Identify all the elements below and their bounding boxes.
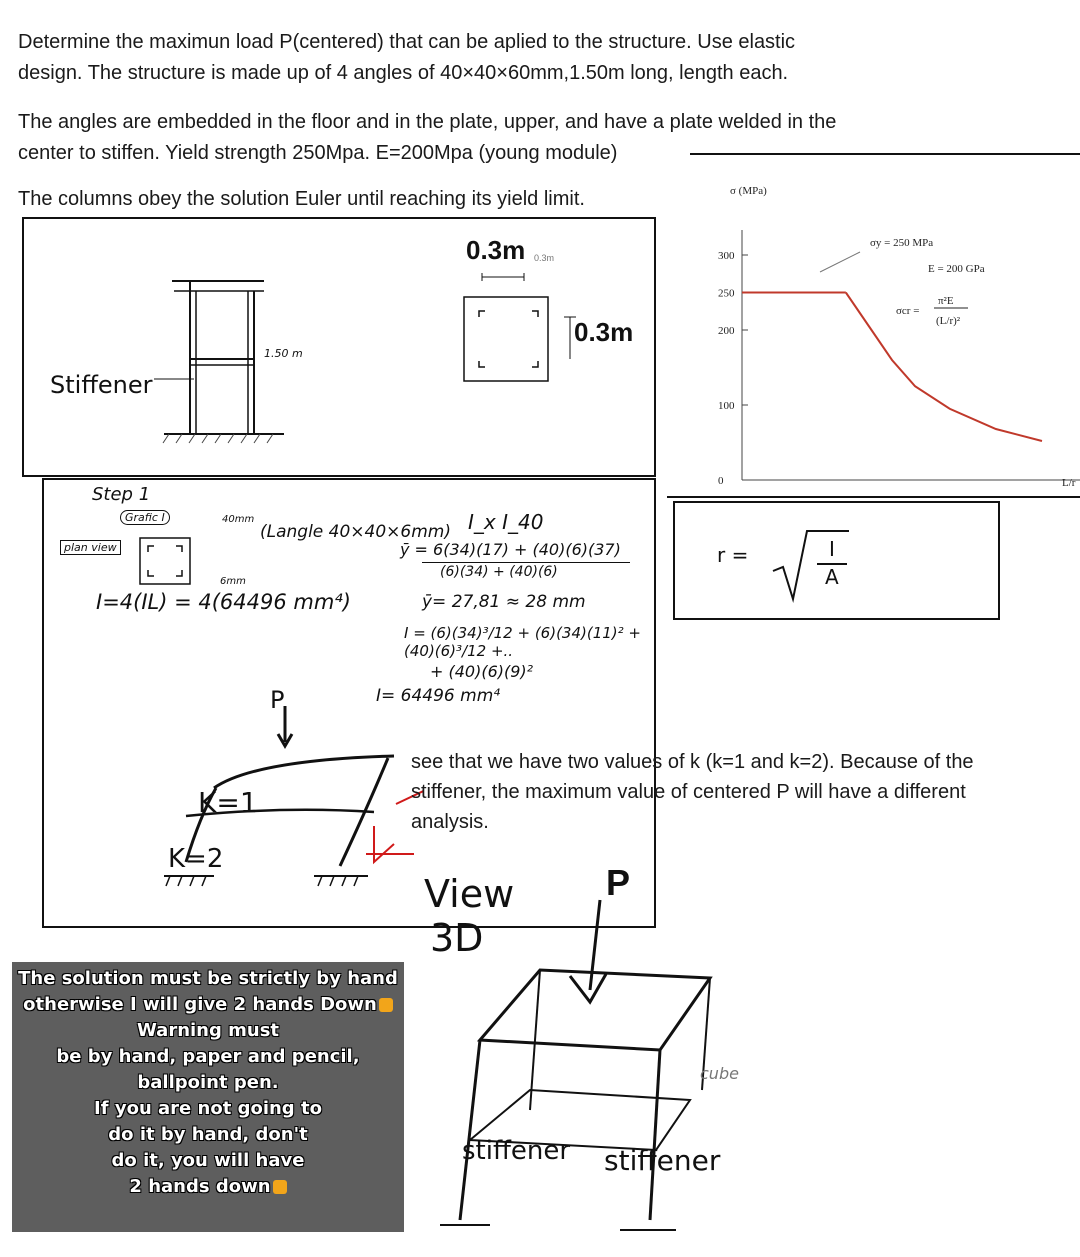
stress-chart-svg [700, 180, 1080, 500]
view-3d-leg-front-right [650, 1050, 660, 1220]
chart-y-tick-label: 100 [718, 400, 735, 412]
warning-line-6: If you are not going to [94, 1098, 322, 1119]
view-3d-p-label: P [606, 862, 631, 903]
view-3d-arrow-head [570, 974, 606, 1002]
problem-line-2: design. The structure is made up of 4 angles of 40×40×60mm,1.50m long, length each. [18, 62, 789, 84]
chart-yield-leader [820, 252, 860, 272]
plan-angles [479, 311, 538, 367]
frame-sketch [104, 676, 424, 916]
divider-line [690, 153, 1080, 155]
thumbs-down-icon-2 [273, 1180, 287, 1194]
problem-line-1: Determine the maximun load P(centered) that can be aplied to the structure. Use elastic [18, 31, 796, 53]
warning-line-2: otherwise I will give 2 hands Down [23, 994, 377, 1015]
chart-euler-denominator: (L/r)² [936, 315, 961, 327]
i-total-eq: I=4(IL) = 4(64496 mm⁴) [96, 590, 351, 614]
r-lhs: r = [717, 543, 749, 567]
k1-label: K=1 [198, 786, 258, 819]
chart-y-label: σ (MPa) [730, 185, 767, 197]
r-numerator: I [829, 537, 835, 561]
step1-plan-square [140, 538, 190, 584]
dim-40-label: 40mm [222, 514, 255, 525]
length-label: 1.50 m [264, 347, 303, 360]
radius-box [673, 501, 1000, 620]
step1-subtitle: Grafic I [120, 510, 170, 525]
frame-p-label: P [270, 686, 285, 714]
k-note [411, 747, 974, 837]
i-equation: I = (6)(34)³/12 + (6)(34)(11)² + (40)(6)³/12 +.. [404, 624, 642, 660]
chart-bottom-rule [667, 496, 1080, 498]
step1-box [42, 478, 656, 928]
view-3d-sketch [420, 890, 800, 1250]
angle-description: (Langle 40×40×6mm) [260, 522, 451, 542]
structure-drawing [24, 219, 654, 475]
chart-euler-numerator: π²E [938, 295, 954, 307]
stress-chart [700, 180, 1080, 500]
floor-hatch [163, 434, 273, 443]
view-3d-stiffener-label-2: stiffener [604, 1144, 721, 1177]
ybar-fraction-bar [422, 562, 630, 563]
plan-small-dim: 0.3m [534, 253, 555, 263]
ybar-equation: ȳ = 6(34)(17) + (40)(6)(37) [400, 540, 621, 559]
view-3d-stiffener-label-1: stiffener [462, 1136, 571, 1166]
support-hatch [166, 876, 358, 886]
chart-y-tick-label: 200 [718, 325, 735, 337]
warning-line-9: 2 hands down [129, 1176, 271, 1197]
view-3d-leg-back-left [530, 970, 540, 1110]
chart-y-tick-label: 0 [718, 475, 724, 487]
view-3d-leg-front-left [460, 1040, 480, 1220]
step1-plan-sketch [136, 534, 196, 590]
plan-width-label: 0.3m [466, 235, 526, 265]
problem-line-4: center to stiffen. Yield strength 250Mpa. E=200Mpa (young module) [18, 142, 618, 164]
warning-banner [12, 962, 404, 1232]
k-note-line-2: stiffener, the maximum value of centered P will have a different [411, 781, 966, 803]
chart-yield-annotation: σy = 250 MPa [870, 237, 934, 249]
chart-modulus-annotation: E = 200 GPa [928, 263, 985, 275]
problem-line-3: The angles are embedded in the floor and in the plate, upper, and have a plate welded in the [18, 111, 837, 133]
ybar-value: ȳ= 27,81 ≈ 28 mm [422, 592, 586, 612]
i-result: I= 64496 mm⁴ [376, 686, 501, 706]
axes-label: I_x I_40 [468, 510, 544, 534]
thumbs-down-icon [379, 998, 393, 1012]
chart-y-tick-label: 300 [718, 250, 735, 262]
red-marker [374, 826, 394, 862]
chart-x-label: L/r [1062, 477, 1076, 489]
warning-line-5: ballpoint pen. [137, 1072, 279, 1093]
step1-plan-angles [148, 546, 182, 576]
view-3d-top-plate [480, 970, 710, 1050]
problem-line-5: The columns obey the solution Euler until reaching its yield limit. [18, 188, 585, 210]
view-3d-load-arrow [590, 900, 600, 990]
view-3d-title-2: 3D [430, 916, 484, 960]
k2-label: K=2 [168, 844, 224, 874]
i-equation-2: + (40)(6)(9)² [430, 662, 534, 681]
structure-figure [22, 217, 656, 477]
k-note-line-1: see that we have two values of k (k=1 and k=2). Because of the [411, 751, 974, 773]
warning-line-3: Warning must [136, 1020, 280, 1041]
sqrt-symbol [771, 527, 851, 607]
warning-line-9-wrap [12, 1174, 404, 1200]
plan-depth-label: 0.3m [574, 317, 634, 347]
view-3d-cube-label: cube [700, 1064, 739, 1083]
dim-6-label: 6mm [220, 576, 246, 587]
view-3d-title: View [424, 872, 515, 916]
chart-euler-lhs: σcr = [896, 305, 920, 317]
r-denominator: A [825, 565, 839, 589]
warning-line-8: do it, you will have [111, 1150, 305, 1171]
step1-title: Step 1 [92, 484, 151, 505]
k-note-line-3: analysis. [411, 811, 489, 833]
ybar-denominator: (6)(34) + (40)(6) [440, 564, 558, 580]
stiffener-label: Stiffener [50, 371, 153, 399]
warning-line-2-wrap [12, 992, 404, 1018]
plan-square [464, 297, 548, 381]
warning-line-4: be by hand, paper and pencil, [56, 1046, 360, 1067]
plan-view-label: plan view [60, 540, 121, 555]
warning-line-1: The solution must be strictly by hand [18, 968, 398, 989]
warning-line-7: do it by hand, don't [108, 1124, 308, 1145]
chart-y-tick-label: 250 [718, 287, 735, 300]
top-beam [214, 756, 394, 788]
